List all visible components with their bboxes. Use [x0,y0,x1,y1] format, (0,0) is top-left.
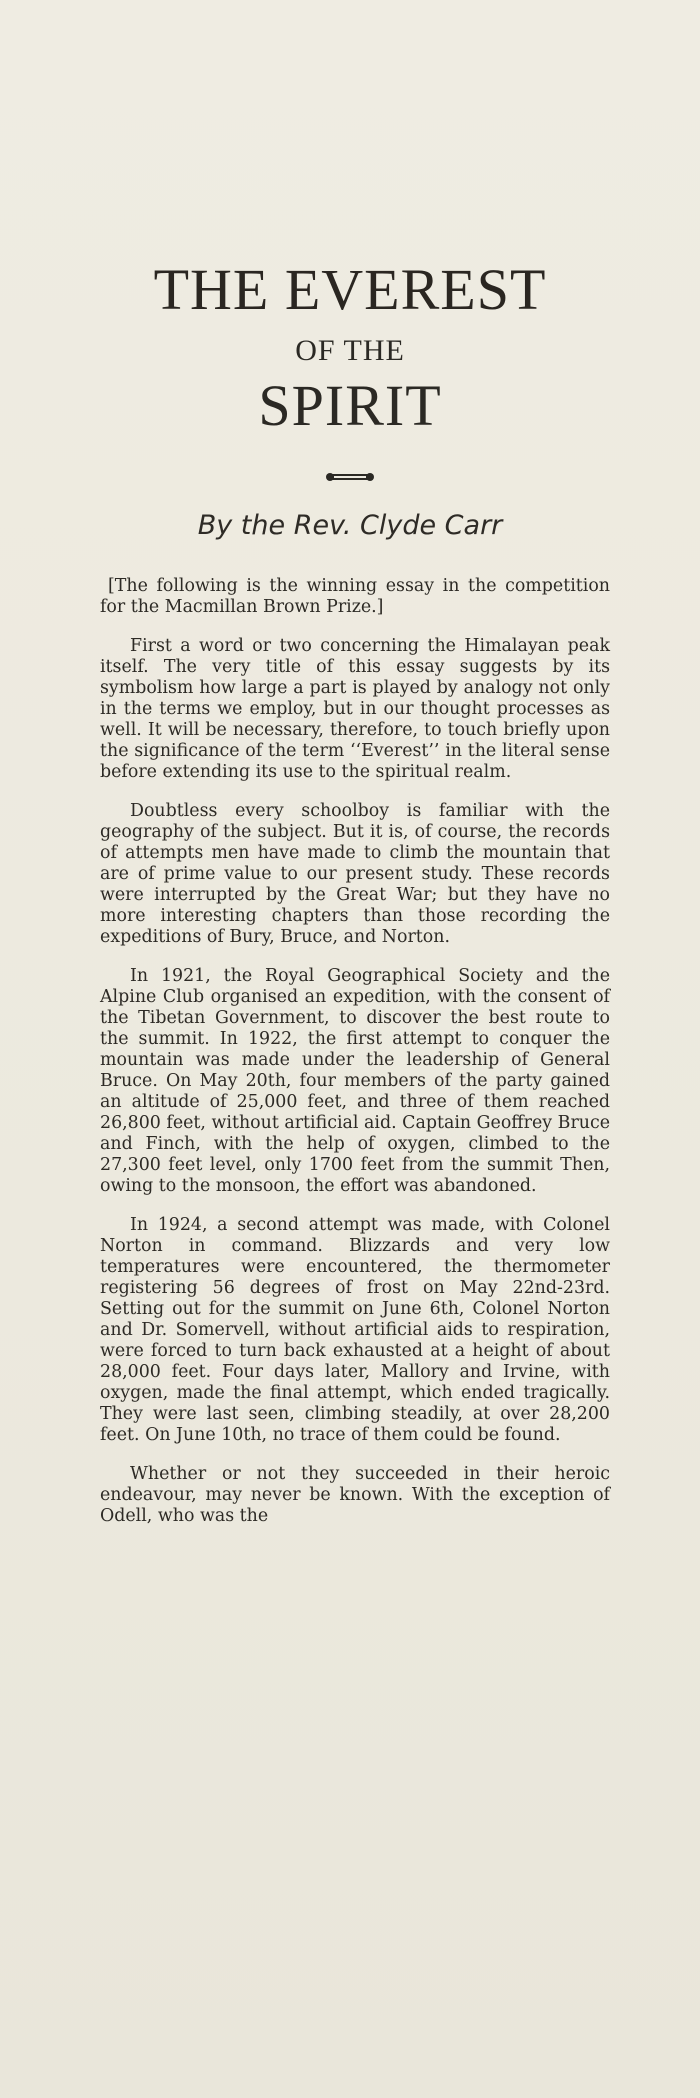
title-block [0,258,700,438]
paragraph: In 1924, a second attempt was made, with Colonel Norton in command. Blizzards and very low temperatures were encountered, the thermometer registering 56 degrees of frost on May 22nd-23rd. Setting out for the summit on June 6th, Colonel Norton and Dr. Somervell, without artificial aids to respiration, were forced to turn back exhausted at a height of about 28,000 feet. Four days later, Mallory and Irvine, with oxygen, made the final attempt, which ended tragically. They were last seen, climbing steadily, at over 28,200 feet. On June 10th, no trace of them could be found. [100,1215,610,1445]
byline: By the Rev. Clyde Carr [197,510,503,541]
paragraph: First a word or two concerning the Himalayan peak itself. The very title of this essay suggests by its symbolism how large a part is played by analogy not only in the terms we employ, but in our thought processes as well. It will be necessary, therefore, to touch briefly upon the significance of the term ‘‘Everest’’ in the literal sense before extending its use to the spiritual realm. [100,636,610,782]
intro-paragraph: [The following is the winning essay in the competition for the Macmillan Brown Prize.] [100,576,610,617]
title-line-1: THE EVEREST [153,257,547,322]
article-body [100,576,610,1545]
paragraph: Doubtless every schoolboy is familiar with the geography of the subject. But it is, of course, the records of attempts men have made to climb the mountain that are of prime value to our present study. These records were interrupted by the Great War; but they have no more interesting chapters than those recording the expeditions of Bury, Bruce, and Norton. [100,801,610,947]
title-line-2: OF THE [295,334,405,367]
title-line-3: SPIRIT [258,373,442,438]
paragraph: Whether or not they succeeded in their heroic endeavour, may never be known. With the exception of Odell, who was the [100,1464,610,1526]
scroll-ornament-icon [326,470,374,484]
paragraph: In 1921, the Royal Geographical Society and the Alpine Club organised an expedition, with the consent of the Tibetan Government, to discover the best route to the summit. In 1922, the first attempt to conquer the mountain was made under the leadership of General Bruce. On May 20th, four members of the party gained an altitude of 25,000 feet, and three of them reached 26,800 feet, without artificial aid. Captain Geoffrey Bruce and Finch, with the help of oxygen, climbed to the 27,300 feet level, only 1700 feet from the summit Then, owing to the monsoon, the effort was abandoned. [100,966,610,1196]
